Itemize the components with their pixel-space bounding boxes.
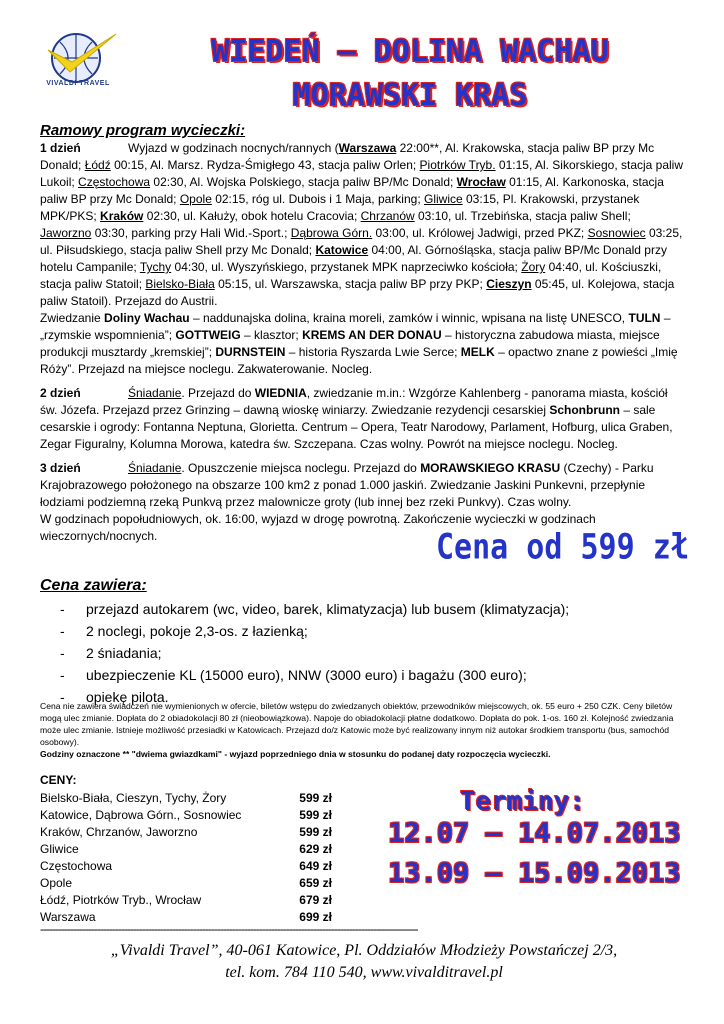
city-katowice: Katowice [315, 243, 369, 257]
list-item: - 2 noclegi, pokoje 2,3-os. z łazienką; [60, 620, 569, 642]
divider: ------------------------------------------------------------------------------------------------------------------------------ [40, 922, 418, 936]
prices-heading: CENY: [40, 773, 77, 787]
city-cieszyn: Cieszyn [486, 277, 532, 291]
day-1-label: 1 dzień [40, 141, 81, 155]
city-piotrkow: Piotrków Tryb. [419, 158, 496, 172]
date-range-2: 13.09 – 15.09.2013 [388, 858, 681, 889]
list-item: - 2 śniadania; [60, 642, 569, 664]
city-chrzanow: Chrzanów [360, 209, 415, 223]
day-1-paragraph: 1 dzień Wyjazd w godzinach nocnych/rannych (Warszawa 22:00**, Al. Krakowska, stacja paliw BP przy Mc Donald; Łódź 00:15, Al. Marsz. Rydza-Śmigłego 43, stacja paliw Orlen; Piotrków Tryb. 01:15, Al. Sikorskiego, stacja paliw Lukoil; Częstochowa 02:30, Al. Wojska Polskiego, stacja paliw BP/Mc Donald; Wrocław 01:15, Al. Karkonoska, stacja paliw BP przy Mc Donald; Opole 02:15, róg ul. Dubois i 1 Maja, parking; Gliwice 03:15, Pl. Krakowski, przystanek MPK/PKS; Kraków 02:30, ul. Kałuży, obok hotelu Cracovia; Chrzanów 03:10, ul. Trzebińska, stacja paliw Shell; Jaworzno 03:30, parking przy Hali Wid.-Sport.; Dąbrowa Górn. 03:00, ul. Królowej Jadwigi, przed PKZ; Sosnowiec 03:25, ul. Piłsudskiego, stacja paliw Shell przy Mc Donald; Katowice 04:00, Al. Górnośląska, stacja paliw BP/Mc Donald przy hotelu Campanile; Tychy 04:30, ul. Wyszyńskiego, przystanek MPK naprzeciwko kościoła; Żory 04:40, ul. Kościuszki, stacja paliw Statoil; Bielsko-Biała 05:15, ul. Warszawska, stacja paliw BP przy PKP; Cieszyn 05:45, ul. Kolejowa, stacja paliw Statoil). Przejazd do Austrii. [40, 141, 684, 308]
city-zory: Żory [521, 260, 546, 274]
table-row: Katowice, Dąbrowa Górn., Sosnowiec 599 zł [40, 807, 332, 822]
city-sosnowiec: Sosnowiec [587, 226, 646, 240]
city-wroclaw: Wrocław [456, 175, 506, 189]
fine-print-notes: Cena nie zawiera świadczeń nie wymienionych w ofercie, biletów wstępu do zwiedzanych obiektów, przewodników miejscowych, ok. 55 euro + 250 CZK. Ceny biletów mogą ulec zmianie. Dopłata do 2 obiadokolacji 80 zł (nieobowiązkowa). Napoje do obiadokolacji płatne dodatkowo. Dopłata do pok. 1-os. 160 zł. Kolejność zwiedzania może ulec zmianie. Istnieje możliwość przesiadki w Katowicach. Przejazd do/z Katowic może być realizowany innym niż autokar środkiem transportu (bus, samochód osobowy). Godziny oznaczone ** "dwiema gwiazdkami" - wyjazd poprzedniego dnia w stosunku do podanej daty rozpoczęcia wycieczki. [40, 701, 674, 759]
dates-heading: Terminy: [460, 787, 586, 817]
day-1-sightseeing-paragraph: Zwiedzanie Doliny Wachau – naddunajska dolina, kraina moreli, zamków i winnic, wpisana na listę UNESCO, TULN – „rzymskie wspomnienia”; GOTTWEIG – klasztor; KREMS AN DER DONAU – historyczna zabudowa miasta, miejsce produkcji musztardy „kremskiej”; DURNSTEIN – historia Ryszarda Lwie Serce; MELK – opactwo znane z powieści „Imię Róży”. Przejazd na miejsce noclegu. Zakwaterowanie. Nocleg. [40, 311, 678, 376]
table-row: Opole 659 zł [40, 875, 332, 890]
city-opole: Opole [179, 192, 212, 206]
city-warszawa: Warszawa [338, 141, 397, 155]
list-item: - ubezpieczenie KL (15000 euro), NNW (3000 euro) i bagażu (300 euro); [60, 664, 569, 686]
footer-contact: tel. kom. 784 110 540, www.vivalditravel.pl [225, 964, 503, 981]
table-row: Częstochowa 649 zł [40, 858, 332, 873]
day-3-label: 3 dzień [40, 461, 81, 475]
city-bielsko: Bielsko-Biała [145, 277, 215, 291]
city-gliwice: Gliwice [424, 192, 463, 206]
city-jaworzno: Jaworzno [40, 226, 92, 240]
list-item: - opiekę pilota. [60, 686, 569, 708]
day-3-paragraph: 3 dzień Śniadanie. Opuszczenie miejsca noclegu. Przejazd do MORAWSKIEGO KRASU (Czechy) - Parku Krajobrazowego położonego na obszarze 100 km2 z ponad 1.000 jaskiń. Zwiedzanie Jaskini Punkevni, przepłynie łodziami podziemną rzeką Punkvą przez malownicze groty (lub innej bez rzeki Punkvy). Czas wolny. W godzinach popołudniowych, ok. 16:00, wyjazd w drogę powrotną. Zakończenie wycieczki w godzinach wieczornych/nocnych. [40, 461, 654, 543]
page-title-line-1: WIEDEŃ – DOLINA WACHAU [211, 34, 609, 69]
includes-list [60, 598, 569, 708]
footer-address: „Vivaldi Travel”, 40-061 Katowice, Pl. Oddziałów Młodzieży Powstańczej 2/3, [110, 942, 618, 959]
prices-table [40, 789, 332, 925]
city-lodz: Łódź [84, 158, 111, 172]
footer [40, 940, 688, 984]
price-banner: Cena od 599 zł [436, 527, 689, 568]
city-krakow: Kraków [100, 209, 144, 223]
city-tychy: Tychy [139, 260, 172, 274]
city-czestochowa: Częstochowa [78, 175, 151, 189]
logo-text: VIVALDI TRAVEL [46, 80, 110, 87]
city-dabrowa: Dąbrowa Górn. [290, 226, 373, 240]
day-2-paragraph: 2 dzień Śniadanie. Przejazd do WIEDNIA, zwiedzanie m.in.: Wzgórze Kahlenberg - panorama miasta, kościół św. Józefa. Przejazd przez Grinzing – dawną wioskę winiarzy. Zwiedzanie rezydencji cesarskiej Schonbrunn – sale cesarskie i ogrody: Fontanna Neptuna, Glorietta. Centrum – Opera, Teatr Narodowy, Parlament, Hofburg, ulica Graben, Zegar Figuralny, Kolumna Morowa, katedra św. Szczepana. Czas wolny. Powrót na miejsce noclegu. Nocleg. [40, 386, 673, 451]
page-title-line-2: MORAWSKI KRAS [292, 78, 528, 113]
list-item: - przejazd autokarem (wc, video, barek, klimatyzacja) lub busem (klimatyzacja); [60, 598, 569, 620]
table-row: Kraków, Chrzanów, Jaworzno 599 zł [40, 824, 332, 839]
date-range-1: 12.07 – 14.07.2013 [388, 818, 681, 849]
table-row: Bielsko-Biała, Cieszyn, Tychy, Żory 599 zł [40, 790, 332, 805]
table-row: Łódź, Piotrków Tryb., Wrocław 679 zł [40, 892, 332, 907]
table-row: Warszawa 699 zł [40, 909, 332, 924]
day-2-label: 2 dzień [40, 386, 81, 400]
table-row: Gliwice 629 zł [40, 841, 332, 856]
includes-heading: Cena zawiera: [40, 577, 147, 594]
program-heading: Ramowy program wycieczki: [40, 122, 246, 139]
